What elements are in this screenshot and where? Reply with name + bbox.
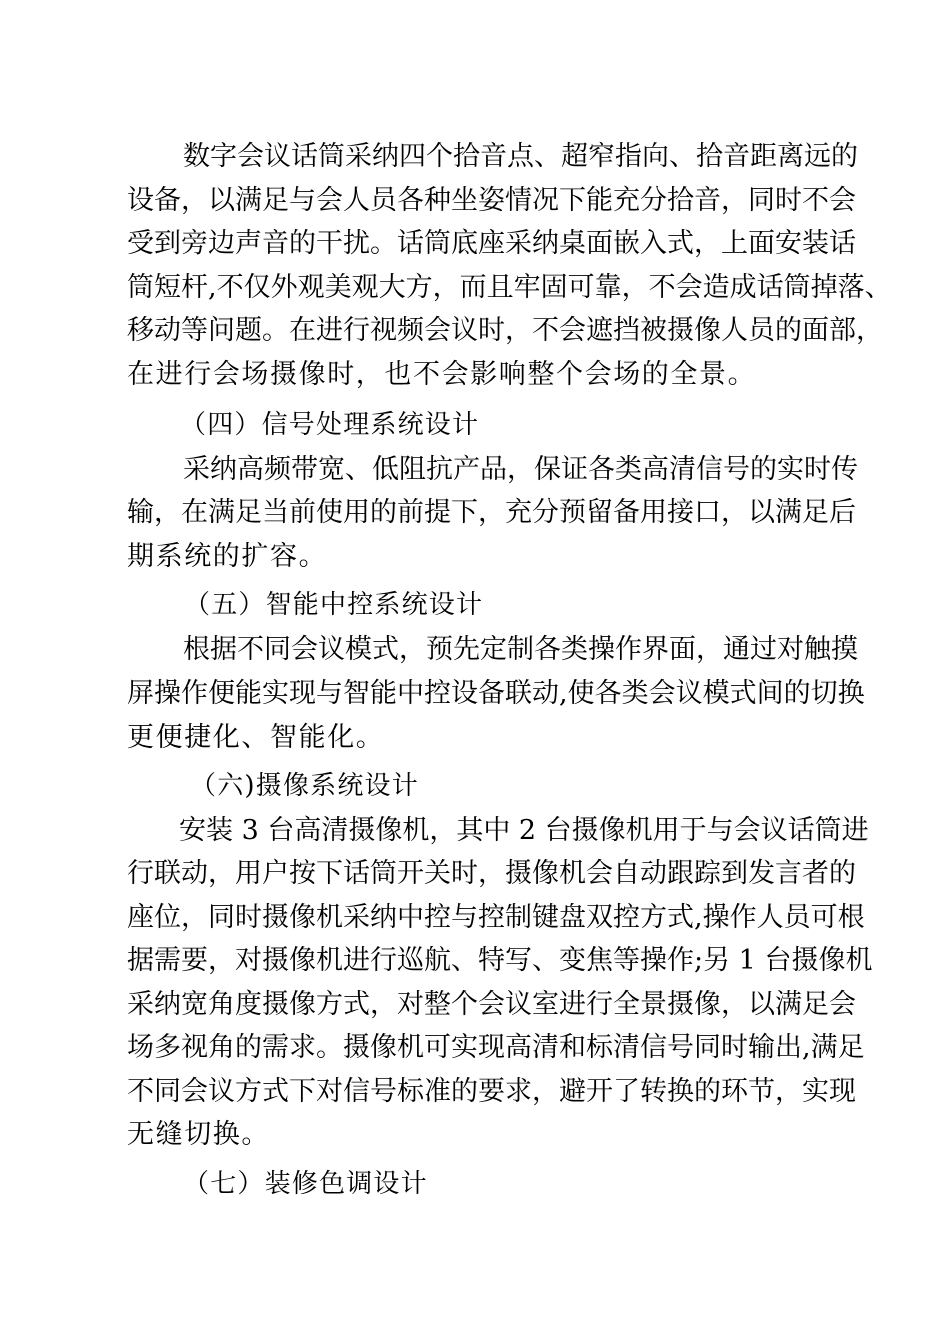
paragraph-line: 行联动，用户按下话筒开关时，摄像机会自动跟踪到发言者的: [127, 858, 856, 889]
paragraph-line: 设备，以满足与会人员各种坐姿情况下能充分拾音，同时不会: [127, 185, 856, 216]
section-heading-5: （五）智能中控系统设计: [184, 590, 484, 620]
paragraph-line: 不同会议方式下对信号标准的要求，避开了转换的环节，实现: [127, 1076, 856, 1107]
paragraph-line: 受到旁边声音的干扰。话筒底座采纳桌面嵌入式，上面安装话: [127, 228, 856, 259]
paragraph-line: 安装 3 台高清摄像机，其中 2 台摄像机用于与会议话筒进: [179, 815, 869, 846]
paragraph-line: 筒短杆,不仅外观美观大方，而且牢固可靠，不会造成话筒掉落、: [127, 272, 892, 303]
section-heading-4: （四）信号处理系统设计: [180, 410, 480, 440]
paragraph-line: 无缝切换。: [127, 1119, 270, 1150]
paragraph-line: 采纳高频带宽、低阻抗产品，保证各类高清信号的实时传: [183, 454, 858, 485]
section-heading-6: （六)摄像系统设计: [190, 771, 419, 801]
paragraph-line: 根据不同会议模式，预先定制各类操作界面，通过对触摸: [183, 634, 858, 665]
paragraph-line: 屏操作便能实现与智能中控设备联动,使各类会议模式间的切换: [127, 678, 865, 709]
paragraph-line: 在进行会场摄像时，也不会影响整个会场的全景。: [127, 359, 757, 390]
paragraph-line: 采纳宽角度摄像方式，对整个会议室进行全景摄像，以满足会: [127, 989, 856, 1020]
paragraph-line: 移动等问题。在进行视频会议时，不会遮挡被摄像人员的面部，: [127, 315, 883, 346]
paragraph-line: 期系统的扩容。: [127, 541, 328, 572]
section-heading-7: （七）装修色调设计: [183, 1169, 428, 1199]
paragraph-line: 座位，同时摄像机采纳中控与控制键盘双控方式,操作人员可根: [127, 902, 865, 933]
paragraph-line: 更便捷化、智能化。: [127, 722, 385, 753]
paragraph-line: 数字会议话筒采纳四个拾音点、超窄指向、拾音距离远的: [183, 141, 858, 172]
paragraph-line: 场多视角的需求。摄像机可实现高清和标清信号同时输出,满足: [127, 1032, 865, 1063]
paragraph-line: 输，在满足当前使用的前提下，充分预留备用接口，以满足后: [127, 497, 856, 528]
paragraph-line: 据需要，对摄像机进行巡航、特写、变焦等操作;另 1 台摄像机: [127, 945, 873, 976]
